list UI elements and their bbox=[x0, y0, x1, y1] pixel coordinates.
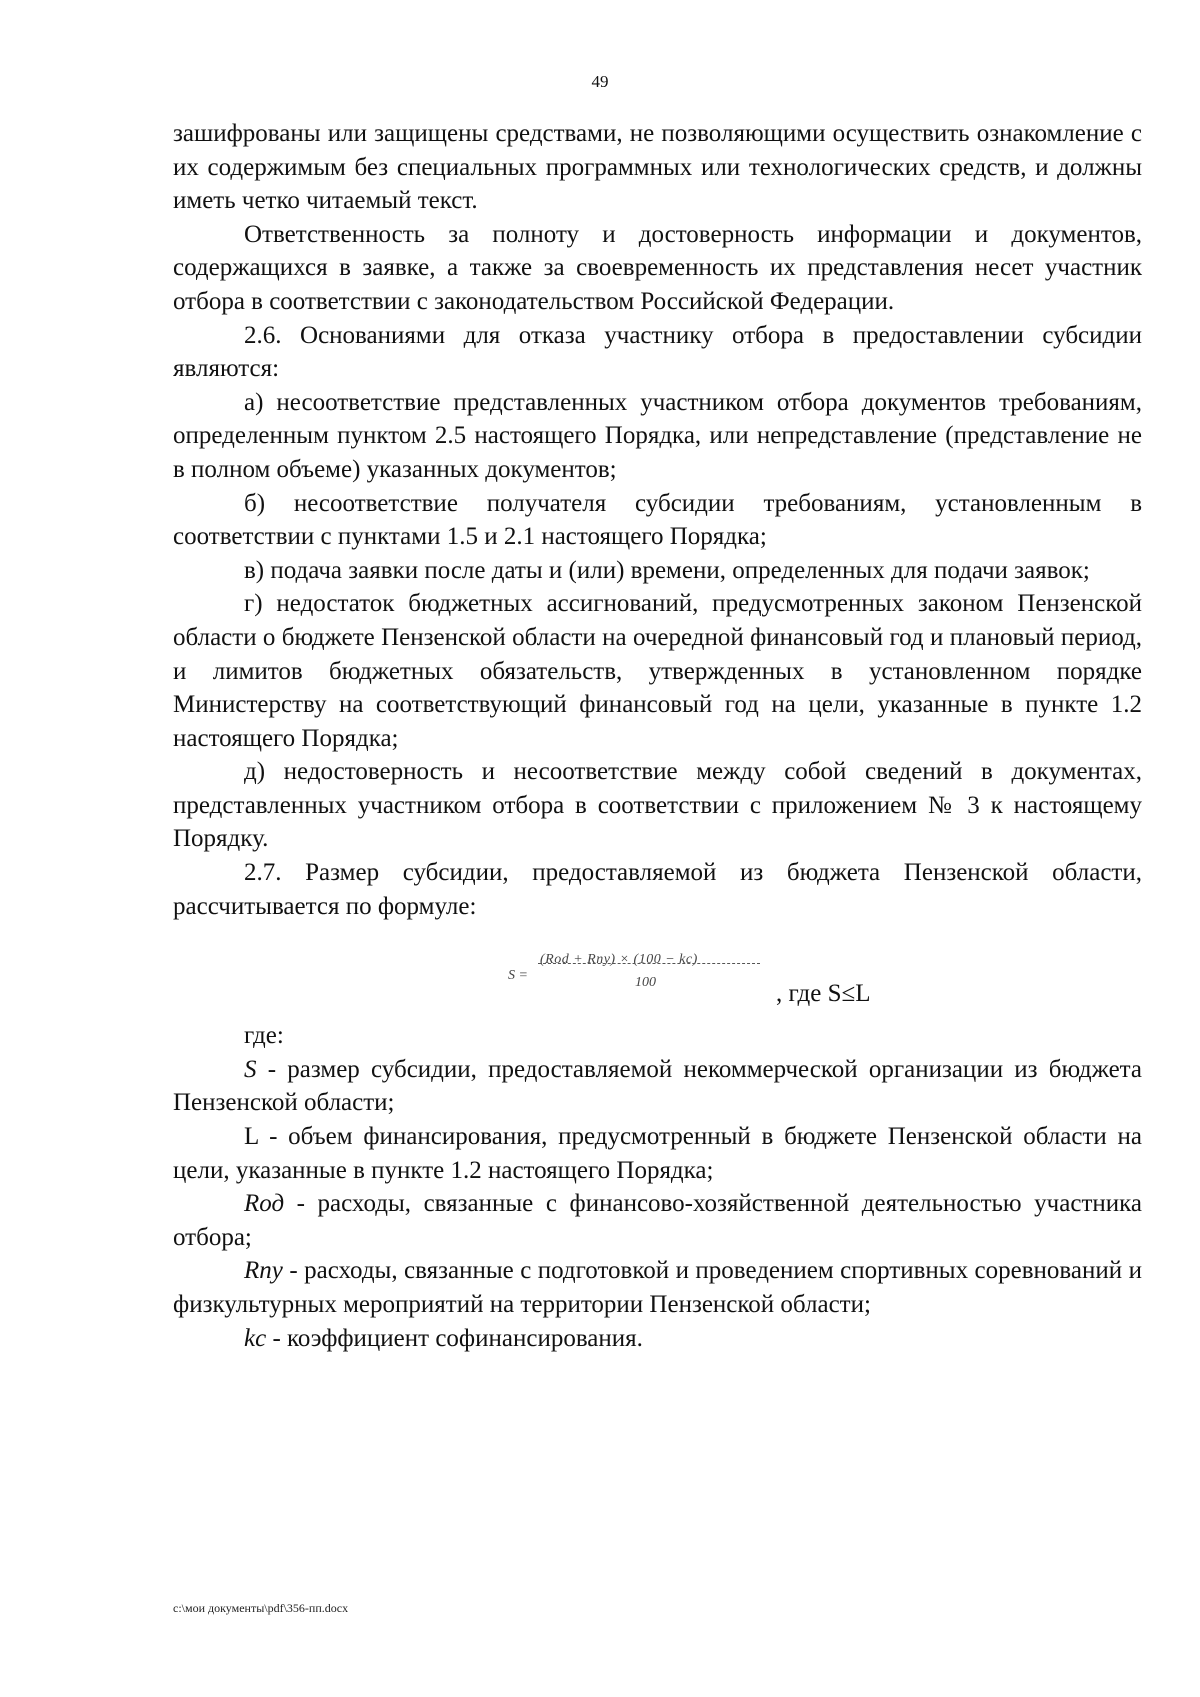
list-item-b: б) несоответствие получателя субсидии требованиям, установленным в соответствии с пунктами 1.5 и 2.1 настоящего Порядка; bbox=[173, 489, 1142, 551]
definition-symbol: Rод bbox=[244, 1190, 285, 1218]
definition-text: - объем финансирования, предусмотренный в бюджете Пензенской области на цели, указанные в пункте 1.2 настоящего Порядка; bbox=[173, 1123, 1142, 1184]
page-number: 49 bbox=[591, 72, 609, 91]
definition-text: - размер субсидии, предоставляемой некоммерческой организации из бюджета Пензенской области; bbox=[173, 1055, 1142, 1117]
subsidy-formula bbox=[508, 937, 763, 1007]
definition-symbol: Rпу bbox=[244, 1257, 283, 1285]
list-item-a: а) несоответствие представленных участником отбора документов требованиям, определенным пунктом 2.5 настоящего Порядка, или непредставление (представление не в полном объеме) указанных документов; bbox=[173, 388, 1142, 483]
formula-lhs: S = bbox=[508, 968, 528, 984]
paragraph-responsibility: Ответственность за полноту и достоверность информации и документов, содержащихся в заявке, а также за своевременность их представления несет участник отбора в соответствии с законодательством Российской Федерации. bbox=[173, 220, 1142, 315]
paragraph-2-7: 2.7. Размер субсидии, предоставляемой из бюджета Пензенской области, рассчитывается по формуле: bbox=[173, 859, 1142, 920]
definition-text: - расходы, связанные с финансово-хозяйственной деятельностью участника отбора; bbox=[173, 1190, 1142, 1251]
where-label: где: bbox=[244, 1022, 284, 1050]
footer-file-path: c:\мои документы\pdf\356-пп.docx bbox=[173, 1601, 349, 1615]
definition-s bbox=[173, 1053, 1142, 1120]
definition-text: - коэффициент софинансирования. bbox=[266, 1324, 643, 1352]
paragraph-continuation: зашифрованы или защищены средствами, не позволяющими осуществить ознакомление с их содержимым без специальных программных или технологических средств, и должны иметь четко читаемый текст. bbox=[173, 120, 1142, 215]
definition-symbol: L bbox=[244, 1123, 259, 1151]
formula-numerator: (Rod + Rny) × (100 − kc) bbox=[540, 952, 698, 968]
definition-rod bbox=[173, 1187, 1142, 1254]
formula-fraction-bar bbox=[538, 963, 760, 964]
list-item-g: г) недостаток бюджетных ассигнований, предусмотренных законом Пензенской области о бюджете Пензенской области на очередной финансовый год и плановый период, и лимитов бюджетных обязательств, утвержденных в установленном порядке Министерству на соответствующий финансовый год на цели, указанные в пункте 1.2 настоящего Порядка; bbox=[173, 590, 1142, 752]
definition-text: - расходы, связанные с подготовкой и проведением спортивных соревнований и физкультурных мероприятий на территории Пензенской области; bbox=[173, 1257, 1142, 1318]
definition-symbol: S bbox=[244, 1055, 257, 1083]
formula-denominator: 100 bbox=[635, 975, 656, 991]
definition-l bbox=[173, 1120, 1142, 1187]
definition-kc bbox=[173, 1322, 1142, 1356]
document-body bbox=[173, 117, 1142, 1355]
list-item-v: в) подача заявки после даты и (или) времени, определенных для подачи заявок; bbox=[244, 556, 1090, 584]
paragraph-2-6: 2.6. Основаниями для отказа участнику отбора в предоставлении субсидии являются: bbox=[173, 321, 1142, 383]
definition-symbol: kc bbox=[244, 1324, 267, 1352]
formula-row bbox=[173, 937, 1142, 1019]
list-item-d: д) недостоверность и несоответствие между собой сведений в документах, представленных участником отбора в соответствии с приложением № 3 к настоящему Порядку. bbox=[173, 758, 1142, 853]
formula-condition: , где S≤L bbox=[776, 980, 871, 1008]
definition-rpu bbox=[173, 1254, 1142, 1321]
